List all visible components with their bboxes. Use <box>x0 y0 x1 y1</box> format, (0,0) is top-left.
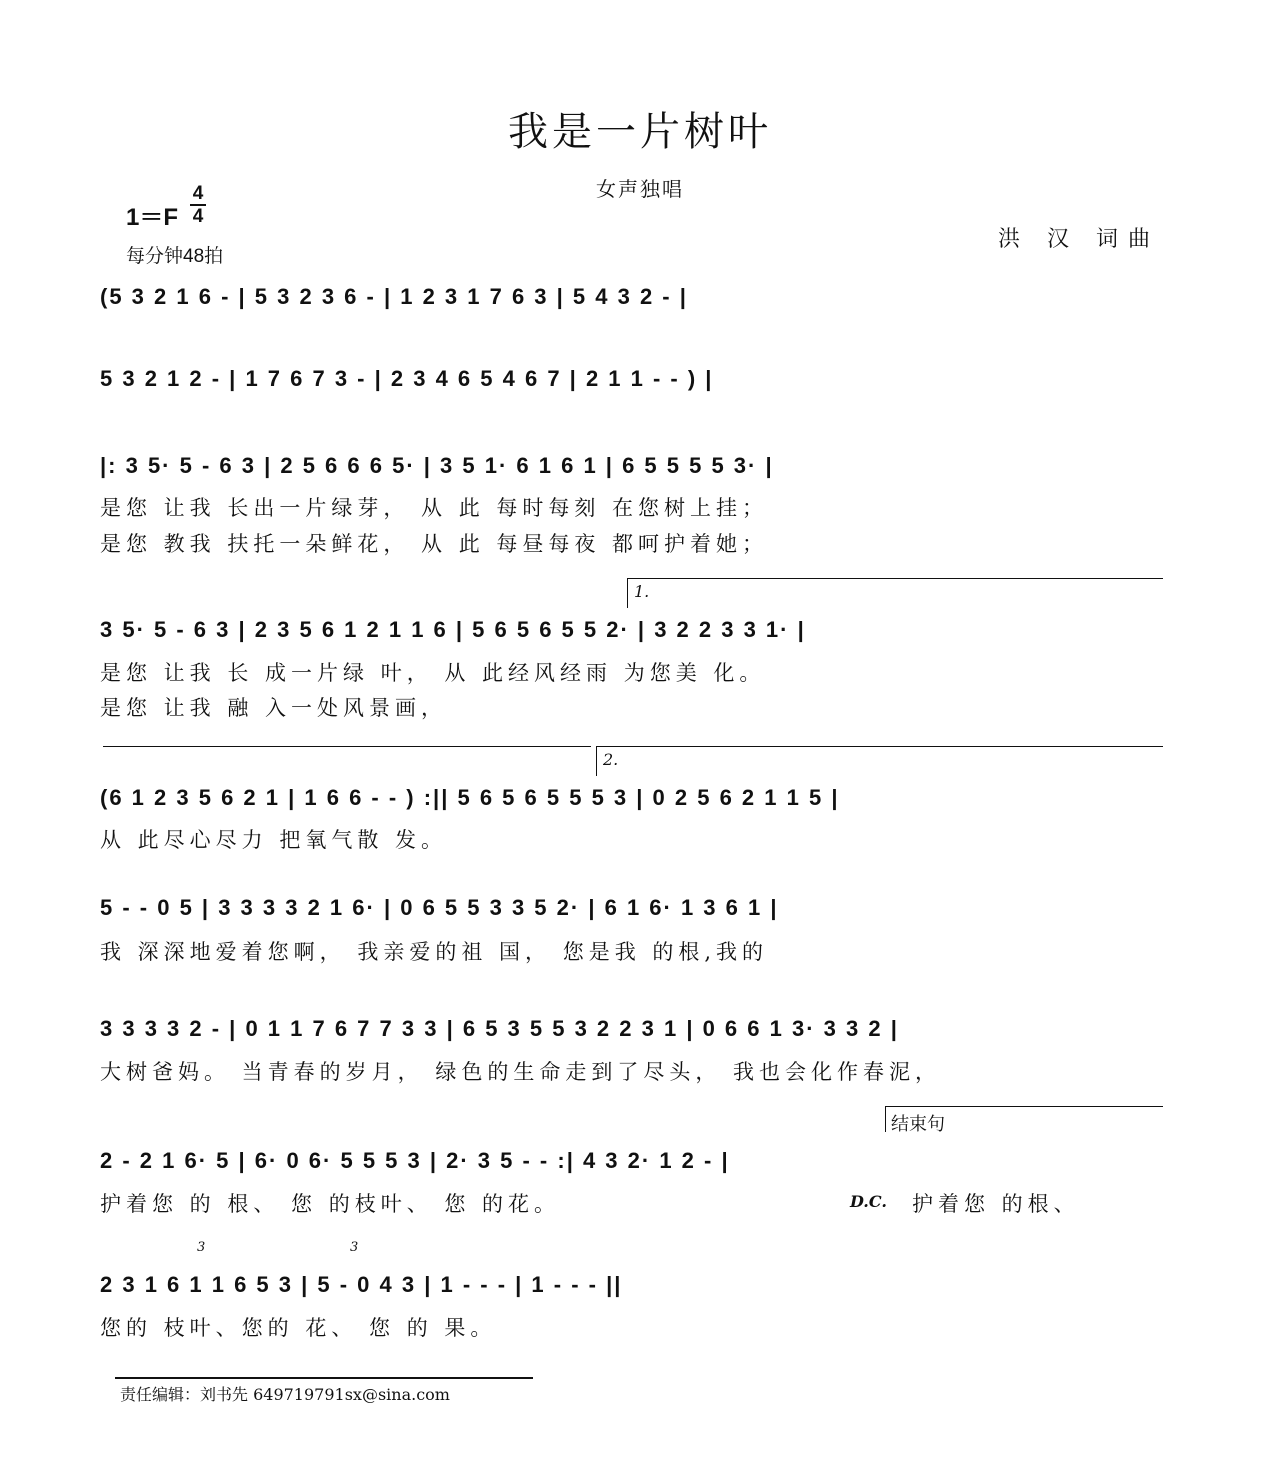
lyric-row-4-verse-2: 是您 让我 融 入一处风景画， <box>100 696 448 720</box>
notation-row-2: 5 3 2 1 2 - | 1 7 6 7 3 - | 2 3 4 6 5 4 6 7 | 2 1 1 - - ) | <box>100 366 714 391</box>
lyric-row-3-verse-2: 是您 教我 扶托一朵鲜花， 从 此 每昼每夜 都呵护着她； <box>100 532 769 556</box>
lyric-row-5: 从 此尽心尽力 把氧气散 发。 <box>100 828 448 852</box>
notation-row-7: 3 3 3 3 2 - | 0 1 1 7 6 7 7 3 3 | 6 5 3 5 5 3 2 2 3 1 | 0 6 6 1 3· 3 3 2 | <box>100 1016 899 1041</box>
notation-row-6: 5 - - 0 5 | 3 3 3 3 2 1 6· | 0 6 5 5 3 3 5 2· | 6 1 6· 1 3 6 1 | <box>100 895 779 920</box>
volta-2-label: 2. <box>603 750 619 769</box>
ending-bracket-edge <box>885 1106 886 1132</box>
lyric-row-9: 您的 枝叶、您的 花、 您 的 果。 <box>100 1316 497 1340</box>
ending-bracket <box>885 1106 1163 1107</box>
lyric-row-6: 我 深深地爱着您啊， 我亲爱的祖 国， 您是我 的根,我的 <box>100 940 769 964</box>
composer-credit: 洪 汉 词曲 <box>998 227 1160 252</box>
triplet-marker-1: 3 <box>197 1240 206 1255</box>
volta-2-bracket-edge <box>596 746 597 776</box>
notation-row-9: 2 3 1 6 1 1 6 5 3 | 5 - 0 4 3 | 1 - - - | 1 - - - || <box>100 1272 623 1297</box>
ending-label: 结束句 <box>891 1114 945 1135</box>
lyric-row-8: 护着您 的 根、 您 的枝叶、 您 的花。 <box>100 1192 561 1216</box>
meter-top: 4 <box>192 183 204 204</box>
notation-row-4: 3 5· 5 - 6 3 | 2 3 5 6 1 2 1 1 6 | 5 6 5 6 5 5 2· | 3 2 2 3 3 1· | <box>100 617 806 642</box>
lyric-row-8-ending: 护着您 的根、 <box>912 1192 1080 1216</box>
notation-row-3: |: 3 5· 5 - 6 3 | 2 5 6 6 6 5· | 3 5 1· 6 1 6 1 | 6 5 5 5 5 3· | <box>100 453 774 478</box>
lyric-row-4-verse-1: 是您 让我 长 成一片绿 叶， 从 此经风经雨 为您美 化。 <box>100 661 766 685</box>
da-capo-marking: D.C. <box>850 1192 887 1211</box>
time-signature <box>190 183 206 227</box>
meter-bottom: 4 <box>192 206 204 227</box>
key-signature: 1＝F <box>126 204 179 231</box>
notation-row-5: (6 1 2 3 5 6 2 1 | 1 6 6 - - ) :|| 5 6 5 6 5 5 5 3 | 0 2 5 6 2 1 1 5 | <box>100 785 840 810</box>
notation-row-8: 2 - 2 1 6· 5 | 6· 0 6· 5 5 5 3 | 2· 3 5 - - :| 4 3 2· 1 2 - | <box>100 1148 730 1173</box>
volta-1-bracket <box>627 578 1163 579</box>
song-title: 我是一片树叶 <box>508 109 772 155</box>
triplet-marker-2: 3 <box>350 1240 359 1255</box>
lyric-row-3-verse-1: 是您 让我 长出一片绿芽， 从 此 每时每刻 在您树上挂； <box>100 496 769 520</box>
tempo-marking: 每分钟48拍 <box>126 246 224 267</box>
notation-row-1: (5 3 2 1 6 - | 5 3 2 3 6 - | 1 2 3 1 7 6 3 | 5 4 3 2 - | <box>100 284 688 309</box>
song-subtitle: 女声独唱 <box>596 177 684 201</box>
volta-1-bracket-edge <box>627 578 628 608</box>
volta-1-continuation <box>103 746 591 747</box>
footer-rule <box>115 1377 533 1379</box>
footer-credit: 责任编辑：刘书先 649719791sx@sina.com <box>120 1385 450 1404</box>
lyric-row-7: 大树爸妈。 当青春的岁月， 绿色的生命走到了尽头， 我也会化作春泥， <box>100 1060 942 1084</box>
volta-2-bracket <box>596 746 1163 747</box>
volta-1-label: 1. <box>634 582 650 601</box>
